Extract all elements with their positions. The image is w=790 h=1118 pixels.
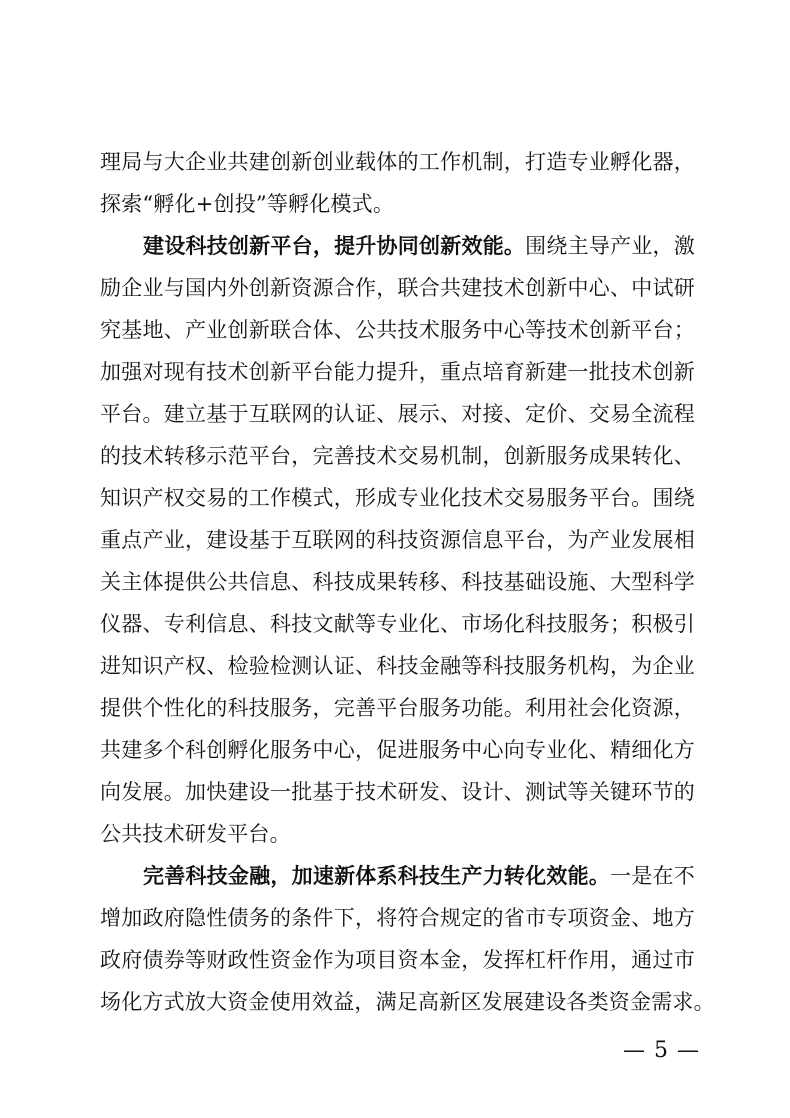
paragraph-first-line: [143, 856, 695, 896]
paragraph-text: 一是在不: [610, 864, 695, 888]
text-line: 进知识产权、检验检测认证、科技金融等科技服务机构，为企业: [100, 654, 695, 678]
paragraph-heading: 建设科技创新平台，提升协同创新效能。: [143, 233, 526, 258]
page-number: — 5 —: [623, 1038, 700, 1063]
text-line: 的技术转移示范平台，完善技术交易机制，创新服务成果转化、: [100, 444, 695, 468]
text-line: 知识产权交易的工作模式，形成专业化技术交易服务平台。围绕: [100, 486, 695, 510]
text-line: 关主体提供公共信息、科技成果转移、科技基础设施、大型科学: [100, 570, 695, 594]
text-line: 提供个性化的科技服务，完善平台服务功能。利用社会化资源，: [100, 696, 695, 720]
text-line: 公共技术研发平台。: [100, 822, 291, 846]
paragraph-text: 围绕主导产业，激: [525, 234, 695, 258]
paragraph-heading: 完善科技金融，加速新体系科技生产力转化效能。: [143, 863, 611, 888]
text-line: 平台。建立基于互联网的认证、展示、对接、定价、交易全流程: [100, 402, 695, 426]
text-line: 政府债券等财政性资金作为项目资本金，发挥杠杆作用，通过市: [100, 948, 695, 972]
text-line: 向发展。加快建设一批基于技术研发、设计、测试等关键环节的: [100, 780, 695, 804]
text-line: 探索“孵化+创投”等孵化模式。: [100, 192, 395, 216]
text-line: 共建多个科创孵化服务中心，促进服务中心向专业化、精细化方: [100, 738, 695, 762]
text-line: 理局与大企业共建创新创业载体的工作机制，打造专业孵化器，: [100, 150, 695, 174]
paragraph-first-line: [143, 226, 695, 266]
text-line: 场化方式放大资金使用效益，满足高新区发展建设各类资金需求。: [100, 990, 715, 1014]
text-line: 重点产业，建设基于互联网的科技资源信息平台，为产业发展相: [100, 528, 695, 552]
text-line: 加强对现有技术创新平台能力提升，重点培育新建一批技术创新: [100, 360, 695, 384]
text-line: 增加政府隐性债务的条件下，将符合规定的省市专项资金、地方: [100, 906, 695, 930]
text-line: 究基地、产业创新联合体、公共技术服务中心等技术创新平台；: [100, 318, 695, 342]
text-line: 仪器、专利信息、科技文献等专业化、市场化科技服务；积极引: [100, 612, 695, 636]
text-line: 励企业与国内外创新资源合作，联合共建技术创新中心、中试研: [100, 276, 695, 300]
